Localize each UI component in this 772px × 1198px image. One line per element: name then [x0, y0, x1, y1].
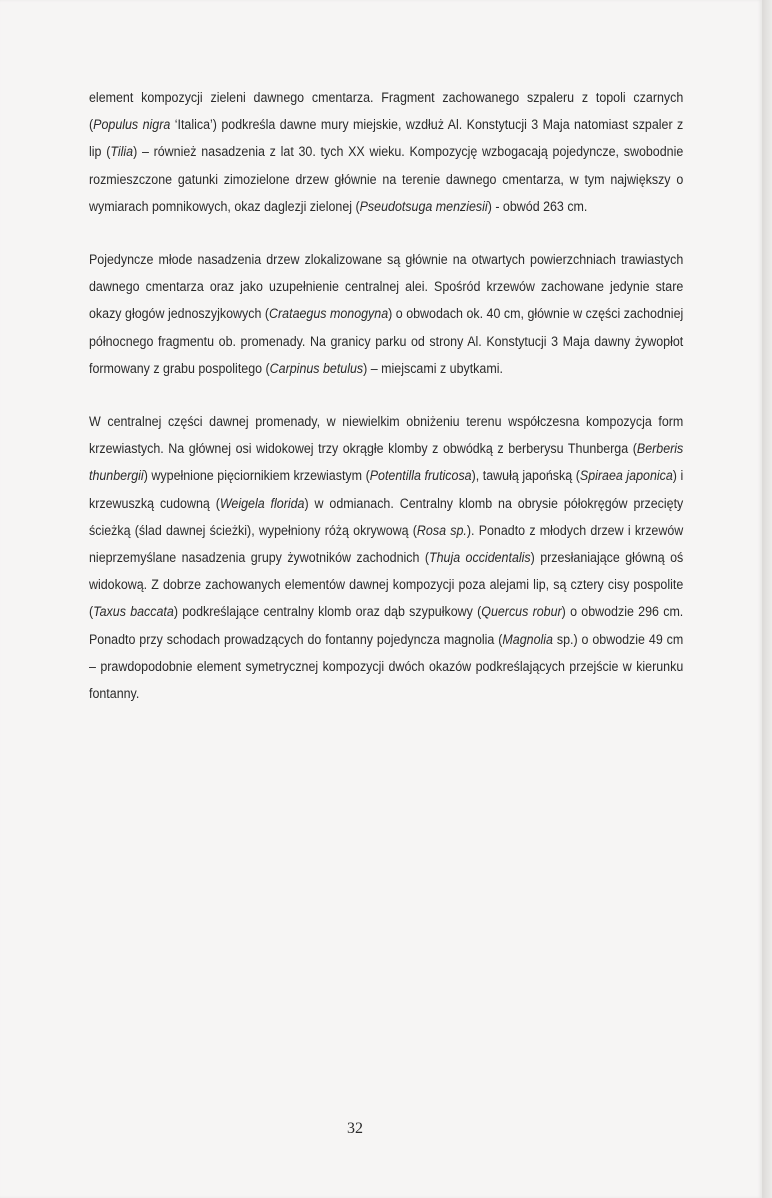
species-name: Pseudotsuga menziesii — [359, 198, 488, 214]
text-segment: ), tawułą japońską ( — [471, 468, 580, 484]
text-segment: ) o obwodzie 296 cm. Ponadto przy schodach prowadzących do fontanny pojedyncza magnolia ( — [89, 604, 684, 647]
page-number: 32 — [347, 1120, 363, 1137]
text-segment: ) – miejscami z ubytkami. — [363, 360, 503, 376]
text-segment: ) – również nasadzenia z lat 30. tych XX wieku. Kompozycję wzbogacają pojedyncze, swobodnie rozmieszczone gatunki zimozielone drzew głównie na terenie dawnego cmentarza, w tym największy o wymiarach pomnikowych, okaz daglezji zielonej ( — [89, 144, 684, 214]
paragraph-2 — [89, 246, 683, 382]
text-segment: W centralnej części dawnej promenady, w niewielkim obniżeniu terenu współczesna kompozycja form krzewiastych. Na głównej osi widokowej trzy okrągłe klomby z obwódką z berberysu Thunberga ( — [89, 414, 684, 457]
species-name: Magnolia — [502, 631, 553, 647]
text-segment: ) w odmianach. Centralny klomb na obrysie półokręgów przecięty ścieżką (ślad dawnej ścieżki), wypełniony różą okrywową ( — [89, 495, 684, 538]
paragraph-1 — [89, 84, 683, 220]
species-name: Quercus robur — [481, 604, 562, 620]
text-segment: Pojedyncze młode nasadzenia drzew zlokalizowane są głównie na otwartych powierzchniach trawiastych dawnego cmentarza oraz jako uzupełnienie centralnej alei. Spośród krzewów zachowane jedynie stare okazy głogów jednoszyjkowych ( — [89, 252, 684, 322]
species-name: Thuja occidentalis — [428, 550, 531, 566]
text-segment: ‘Italica’) podkreśla dawne mury miejskie, wzdłuż Al. Konstytucji 3 Maja natomiast szpaler z lip ( — [89, 117, 684, 160]
species-name: Berberis thunbergii — [89, 441, 684, 484]
species-name: Taxus baccata — [93, 604, 174, 620]
species-name: Rosa sp. — [416, 522, 467, 538]
species-name: Crataegus monogyna — [269, 306, 389, 322]
text-segment: ). Ponadto z młodych drzew i krzewów nieprzemyślane nasadzenia grupy żywotników zachodnich ( — [89, 522, 684, 566]
text-segment: ) podkreślające centralny klomb oraz dąb szypułkowy ( — [173, 604, 482, 620]
paragraph-3 — [89, 408, 683, 707]
text-segment: ) i krzewuszką cudowną ( — [89, 468, 684, 511]
page-edge — [762, 0, 772, 1198]
species-name: Populus nigra — [93, 117, 171, 133]
species-name: Spiraea japonica — [579, 468, 673, 484]
text-segment: ) - obwód 263 cm. — [487, 198, 588, 214]
text-segment: sp.) o obwodzie 49 cm – prawdopodobnie element symetrycznej kompozycji dwóch okazów podkreślających przejście w kierunku fontanny. — [89, 631, 684, 702]
species-name: Tilia — [110, 144, 134, 160]
text-segment: ) przesłaniające główną oś widokową. Z dobrze zachowanych elementów dawnej kompozycji poza alejami lip, są cztery cisy pospolite ( — [89, 550, 684, 620]
text-segment: ) wypełnione pięciornikiem krzewiastym ( — [143, 468, 370, 484]
species-name: Potentilla fruticosa — [369, 468, 472, 484]
species-name: Weigela florida — [219, 495, 305, 511]
text-segment: ) o obwodach ok. 40 cm, głównie w części zachodniej północnego fragmentu ob. promenady. Na granicy parku od strony Al. Konstytucji 3 Maja dawny żywopłot formowany z grabu pospolitego ( — [89, 306, 684, 376]
text-segment: element kompozycji zieleni dawnego cmentarza. Fragment zachowanego szpaleru z topoli czarnych ( — [89, 90, 684, 133]
species-name: Carpinus betulus — [269, 360, 364, 376]
